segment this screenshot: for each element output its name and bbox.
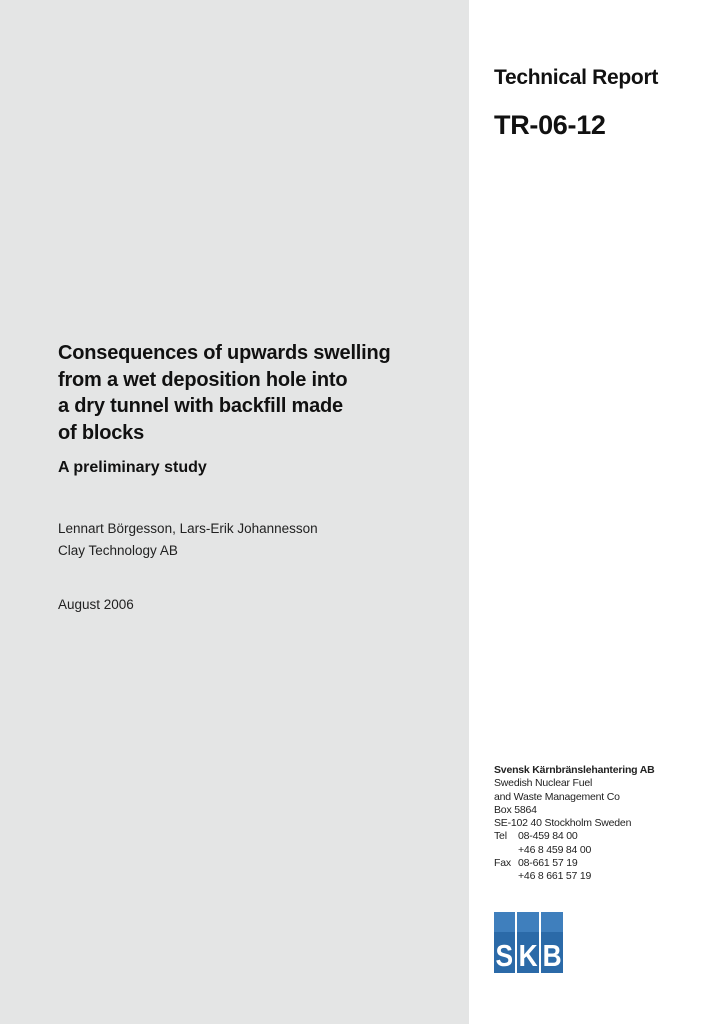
author-affiliation: Clay Technology AB — [58, 543, 178, 558]
title-line: from a wet deposition hole into — [58, 368, 348, 391]
author-names: Lennart Börgesson, Lars-Erik Johannesson — [58, 521, 318, 536]
contact-value: +46 8 661 57 19 — [518, 870, 592, 883]
publisher-line: Swedish Nuclear Fuel — [494, 777, 593, 790]
logo-letter: B — [542, 938, 562, 973]
report-subtitle: A preliminary study — [58, 459, 207, 476]
contact-value: +46 8 459 84 00 — [518, 843, 592, 856]
logo-letter: K — [518, 938, 538, 973]
title-line: of blocks — [58, 421, 144, 444]
contact-label — [494, 870, 518, 883]
publisher-block — [494, 764, 719, 884]
contact-value: 08-661 57 19 — [518, 857, 578, 870]
logo-column — [494, 912, 515, 973]
title-line: a dry tunnel with backfill made — [58, 395, 343, 417]
author-block — [58, 518, 318, 562]
contact-label: Fax — [494, 857, 511, 870]
contact-row-tel-intl — [494, 844, 719, 857]
title-line: Consequences of upwards swelling — [58, 342, 391, 364]
contact-value: 08-459 84 00 — [518, 830, 578, 843]
publisher-line: and Waste Management Co — [494, 790, 620, 803]
logo-column — [541, 912, 563, 973]
contact-label: Tel — [494, 830, 507, 843]
report-number: TR-06-12 — [494, 110, 606, 140]
logo-column — [517, 912, 539, 973]
logo-letter: S — [495, 938, 514, 973]
contact-row-fax-intl — [494, 870, 719, 883]
publication-date: August 2006 — [58, 597, 134, 612]
publisher-address: Box 5864 — [494, 803, 537, 816]
publisher-name: Svensk Kärnbränslehantering AB — [494, 764, 655, 776]
contact-label — [494, 844, 518, 857]
report-title — [58, 340, 458, 446]
contact-row-tel — [494, 830, 719, 843]
report-type: Technical Report — [494, 66, 659, 89]
publisher-address: SE-102 40 Stockholm Sweden — [494, 817, 632, 830]
skb-logo — [494, 912, 562, 973]
contact-row-fax — [494, 857, 719, 870]
